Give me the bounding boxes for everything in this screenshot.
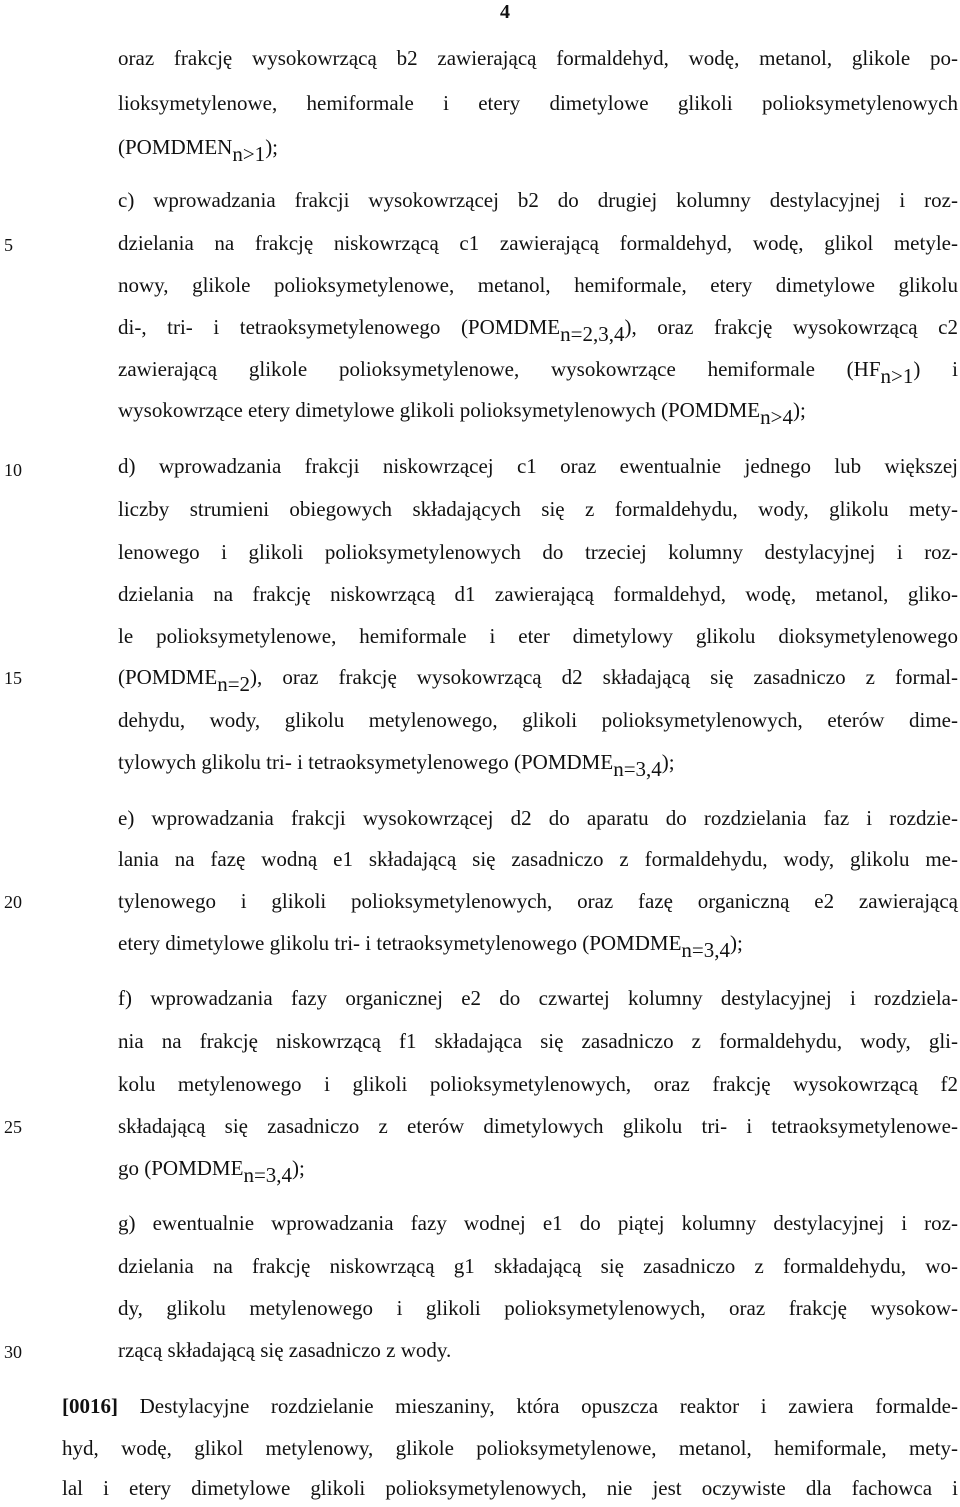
text-line: (POMDMEn=2), oraz frakcję wysokowrzącą d2 składającą się zasadniczo z formal-: [118, 665, 958, 696]
text-line: g) ewentualnie wprowadzania fazy wodnej e1 do piątej kolumny destylacyjnej i roz-: [118, 1211, 958, 1235]
text-line: (POMDMENn>1);: [118, 135, 279, 166]
text-line: wysokowrzące etery dimetylowe glikoli polioksymetylenowych (POMDMEn>4);: [118, 398, 806, 429]
line-number: 25: [4, 1117, 22, 1137]
text-line: tylenowego i glikoli polioksymetylenowych, oraz fazę organiczną e2 zawierającą: [118, 889, 958, 913]
text-line: lal i etery dimetylowe glikoli polioksymetylenowych, nie jest oczywiste dla fachowca i: [62, 1476, 958, 1500]
text-line: [0016] Destylacyjne rozdzielanie mieszaniny, która opuszcza reaktor i zawiera formalde-: [62, 1394, 958, 1418]
text-line: lenowego i glikoli polioksymetylenowych do trzeciej kolumny destylacyjnej i roz-: [118, 540, 958, 564]
text-line: nowy, glikole polioksymetylenowe, metanol, hemiformale, etery dimetylowe glikolu: [118, 273, 958, 297]
text-line: etery dimetylowe glikolu tri- i tetraoksymetylenowego (POMDMEn=3,4);: [118, 931, 743, 962]
text-line: składającą się zasadniczo z eterów dimetylowych glikolu tri- i tetraoksymetylenowe-: [118, 1114, 958, 1138]
text-line: lioksymetylenowe, hemiformale i etery dimetylowe glikoli polioksymetylenowych: [118, 91, 958, 115]
text-line: le polioksymetylenowe, hemiformale i eter dimetylowy glikolu dioksymetylenowego: [118, 624, 958, 648]
text-line: dy, glikolu metylenowego i glikoli polioksymetylenowych, oraz frakcję wysokow-: [118, 1296, 958, 1320]
text-line: dzielania na frakcję niskowrzącą g1 składającą się zasadniczo z formaldehydu, wo-: [118, 1254, 958, 1278]
text-line: liczby strumieni obiegowych składających się z formaldehydu, wody, glikolu mety-: [118, 497, 958, 521]
text-line: f) wprowadzania fazy organicznej e2 do czwartej kolumny destylacyjnej i rozdziela-: [118, 986, 958, 1010]
paragraph-marker: [0016]: [62, 1394, 118, 1418]
text-line: go (POMDMEn=3,4);: [118, 1156, 305, 1187]
line-number: 15: [4, 668, 22, 688]
text-line: oraz frakcję wysokowrzącą b2 zawierającą formaldehyd, wodę, metanol, glikole po-: [118, 46, 958, 70]
text-line: hyd, wodę, glikol metylenowy, glikole polioksymetylenowe, metanol, hemiformale, mety-: [62, 1436, 958, 1460]
text-line: d) wprowadzania frakcji niskowrzącej c1 oraz ewentualnie jednego lub większej: [118, 454, 958, 478]
line-number: 5: [4, 235, 13, 255]
text-line: tylowych glikolu tri- i tetraoksymetylenowego (POMDMEn=3,4);: [118, 750, 675, 781]
line-number: 20: [4, 892, 22, 912]
text-line: c) wprowadzania frakcji wysokowrzącej b2 do drugiej kolumny destylacyjnej i roz-: [118, 188, 958, 212]
text-line: zawierającą glikole polioksymetylenowe, wysokowrzące hemiformale (HFn>1) i: [118, 357, 959, 388]
page-number: 4: [500, 1, 510, 23]
text-line: rzącą składającą się zasadniczo z wody.: [118, 1338, 452, 1362]
text-line: dzielania na frakcję niskowrzącą c1 zawierającą formaldehyd, wodę, glikol metyle-: [118, 231, 958, 255]
text-line: dehydu, wody, glikolu metylenowego, glikoli polioksymetylenowych, eterów dime-: [118, 708, 958, 732]
text-line: nia na frakcję niskowrzącą f1 składająca się zasadniczo z formaldehydu, wody, gli-: [118, 1029, 958, 1053]
text-line: dzielania na frakcję niskowrzącą d1 zawierającą formaldehyd, wodę, metanol, gliko-: [118, 582, 958, 606]
text-line: lania na fazę wodną e1 składającą się zasadniczo z formaldehydu, wody, glikolu me-: [118, 847, 958, 871]
line-number: 10: [4, 460, 22, 480]
line-number: 30: [4, 1342, 22, 1362]
text-line: di-, tri- i tetraoksymetylenowego (POMDMEn=2,3,4), oraz frakcję wysokowrzącą c2: [118, 315, 958, 346]
text-line: e) wprowadzania frakcji wysokowrzącej d2 do aparatu do rozdzielania faz i rozdzie-: [118, 806, 958, 830]
text-line: kolu metylenowego i glikoli polioksymetylenowych, oraz frakcję wysokowrzącą f2: [118, 1072, 958, 1096]
